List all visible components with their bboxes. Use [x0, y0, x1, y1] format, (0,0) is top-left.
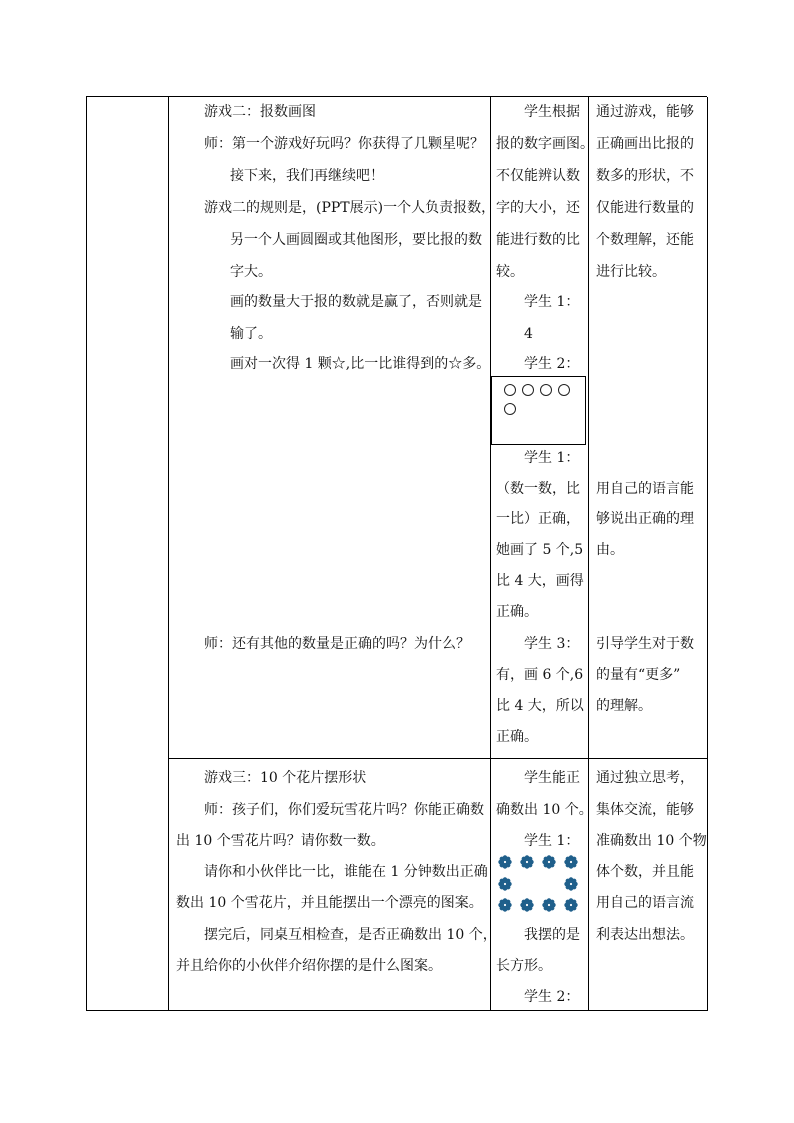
snowflake-icon [520, 855, 534, 869]
game2-student3-2: 比 4 大，所以 [496, 698, 584, 714]
game2-title: 游戏二：报数画图 [204, 104, 316, 120]
snowflake-icon [498, 877, 512, 891]
game2-student2-3: 她画了 5 个,5 [496, 542, 584, 558]
circle-icon [504, 403, 516, 415]
game2-purpose3-2: 的理解。 [596, 698, 652, 714]
game3-student-2: 学生 1： [524, 833, 580, 849]
game3-line-5: 并且给你的小伙伴介绍你摆的是什么图案。 [176, 958, 442, 974]
snowflake-icon [498, 855, 512, 869]
game2-student3-1: 有，画 6 个,6 [496, 667, 584, 683]
game2-student2-5: 正确。 [496, 604, 538, 620]
game2-line-4: 字大。 [230, 264, 272, 280]
drawn-circles-box [491, 376, 586, 445]
game2-line-7: 画对一次得 1 颗☆,比一比谁得到的☆多。 [230, 356, 491, 372]
snowflake-rectangle [496, 855, 580, 913]
col1-cell [87, 97, 169, 1011]
game2-student2-0: 学生 1： [524, 450, 580, 466]
game3-student-3: 我摆的是 [524, 927, 580, 943]
game2-purpose1-0: 通过游戏，能够 [596, 104, 694, 120]
circle-icon [540, 384, 552, 396]
game2-student2-4: 比 4 大，画得 [496, 573, 584, 589]
circle-icon [558, 384, 570, 396]
game2-purpose2-2: 由。 [596, 542, 624, 558]
game3-title: 游戏三：10 个花片摆形状 [204, 770, 367, 786]
snowflake-icon [520, 898, 534, 912]
game2-student2-1: （数一数，比 [496, 481, 580, 497]
game2-purpose-cell [589, 97, 708, 759]
game2-line-2: 游戏二的规则是，(PPT展示)一个人负责报数， [204, 200, 496, 216]
game2-student-2: 不仅能辨认数 [496, 168, 580, 184]
game2-purpose1-4: 个数理解，还能 [596, 232, 694, 248]
game2-student-1: 报的数字画图。 [496, 136, 594, 152]
snowflake-icon [542, 898, 556, 912]
game3-purpose-cell [589, 759, 708, 1011]
game3-student-0: 学生能正 [524, 770, 580, 786]
snowflake-icon [564, 898, 578, 912]
snowflake-icon [564, 877, 578, 891]
game2-student-4: 能进行数的比 [496, 232, 580, 248]
game3-line-3: 数出 10 个雪花片，并且能摆出一个漂亮的图案。 [176, 895, 483, 911]
game2-purpose3-1: 的量有“更多” [596, 667, 681, 683]
game2-line-5: 画的数量大于报的数就是赢了，否则就是 [230, 294, 482, 310]
game3-purpose-2: 准确数出 10 个物 [596, 833, 707, 849]
game2-student-8: 学生 2： [524, 356, 580, 372]
game3-student-5: 学生 2： [524, 989, 580, 1005]
game2-student-6: 学生 1： [524, 294, 580, 310]
game3-line-4: 摆完后，同桌互相检查，是否正确数出 10 个， [204, 927, 497, 943]
game3-line-2: 请你和小伙伴比一比，谁能在 1 分钟数出正确 [204, 864, 488, 880]
game2-purpose2-1: 够说出正确的理 [596, 511, 694, 527]
game2-line-0: 师：第一个游戏好玩吗？你获得了几颗星呢？ [204, 136, 484, 152]
game2-student-5: 较。 [496, 264, 524, 280]
game2-student3-0: 学生 3： [524, 636, 580, 652]
game3-purpose-0: 通过独立思考， [596, 770, 694, 786]
game2-student-7: 4 [524, 326, 533, 342]
snowflake-icon [564, 855, 578, 869]
snowflake-icon [498, 898, 512, 912]
game2-purpose3-0: 引导学生对于数 [596, 636, 694, 652]
game2-line-3: 另一个人画圆圈或其他图形，要比报的数 [230, 232, 482, 248]
game2-student3-3: 正确。 [496, 729, 538, 745]
game2-activity-cell [169, 97, 491, 759]
game2-line-1: 接下来，我们再继续吧！ [230, 168, 384, 184]
game2-purpose1-5: 进行比较。 [596, 264, 666, 280]
game2-purpose1-3: 仅能进行数量的 [596, 200, 694, 216]
circle-icon [522, 384, 534, 396]
game2-student2-2: 一比）正确， [496, 511, 580, 527]
game2-student-3: 字的大小，还 [496, 200, 580, 216]
game3-student-4: 长方形。 [496, 958, 552, 974]
game3-purpose-5: 利表达出想法。 [596, 927, 694, 943]
game3-purpose-4: 用自己的语言流 [596, 895, 694, 911]
snowflake-icon [542, 855, 556, 869]
game3-line-1: 出 10 个雪花片吗？请你数一数。 [176, 833, 385, 849]
game2-line-6: 输了。 [230, 326, 272, 342]
game3-purpose-1: 集体交流，能够 [596, 802, 694, 818]
game3-line-0: 师：孩子们，你们爱玩雪花片吗？你能正确数 [204, 802, 484, 818]
game2-question: 师：还有其他的数量是正确的吗？为什么？ [204, 636, 470, 652]
game2-purpose1-2: 数多的形状，不 [596, 168, 694, 184]
game3-student-1: 确数出 10 个。 [496, 802, 593, 818]
game2-purpose2-0: 用自己的语言能 [596, 481, 694, 497]
circle-icon [504, 384, 516, 396]
game2-student-0: 学生根据 [524, 104, 580, 120]
game3-purpose-3: 体个数，并且能 [596, 864, 694, 880]
game2-purpose1-1: 正确画出比报的 [596, 136, 694, 152]
